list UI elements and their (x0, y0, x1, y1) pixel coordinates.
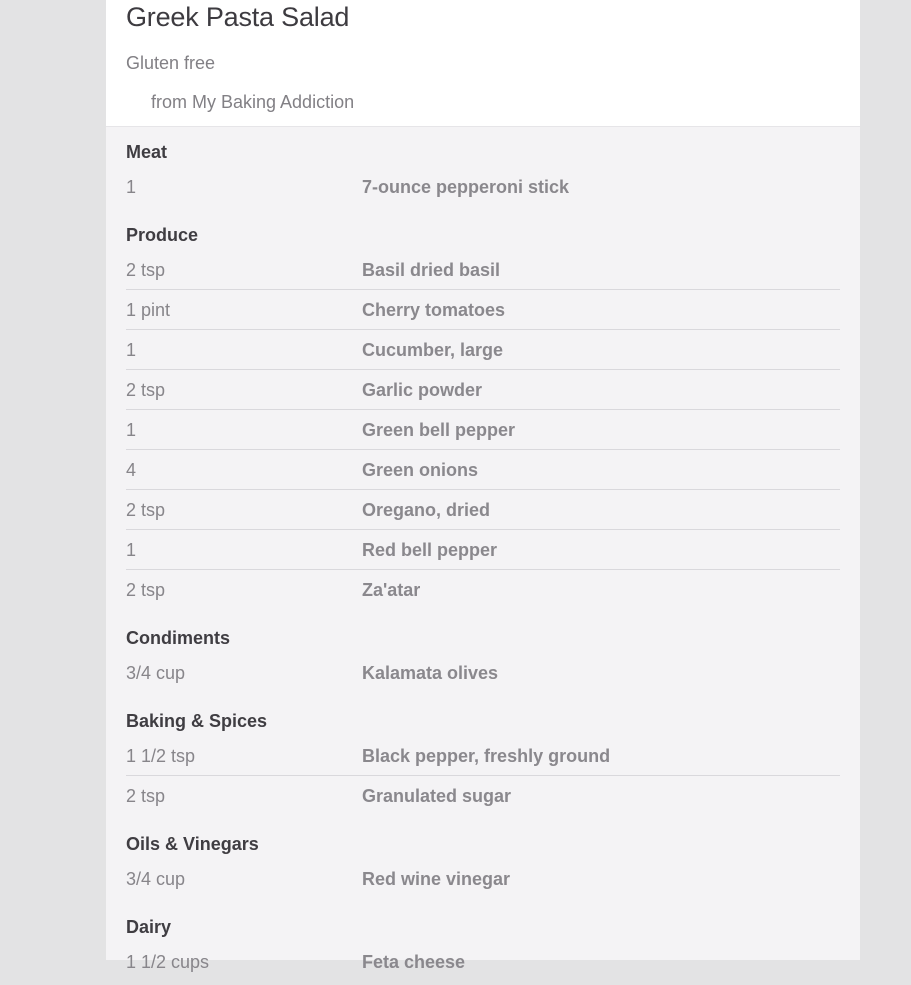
section-title: Meat (126, 142, 168, 162)
ingredient-row[interactable] (126, 370, 840, 410)
ingredient-quantity: 1 (126, 177, 137, 197)
ingredient-quantity: 2 tsp (126, 580, 166, 600)
ingredient-row[interactable] (126, 736, 840, 776)
ingredient-quantity: 1 pint (126, 300, 171, 320)
ingredient-quantity: 3/4 cup (126, 869, 186, 889)
ingredient-quantity: 1 1/2 cups (126, 952, 210, 972)
ingredient-row[interactable] (126, 530, 840, 570)
ingredient-row[interactable] (126, 776, 840, 816)
ingredient-quantity: 4 (126, 460, 137, 480)
ingredient-name: Red wine vinegar (362, 869, 511, 889)
ingredient-quantity: 2 tsp (126, 786, 166, 806)
ingredient-name: Oregano, dried (362, 500, 491, 520)
ingredient-row[interactable] (126, 942, 840, 982)
ingredient-section (126, 902, 840, 985)
ingredient-row[interactable] (126, 290, 840, 330)
section-title: Dairy (126, 917, 172, 937)
section-title: Condiments (126, 628, 231, 648)
ingredient-name: Cucumber, large (362, 340, 504, 360)
ingredient-row[interactable] (126, 490, 840, 530)
ingredient-name: Cherry tomatoes (362, 300, 506, 320)
recipe-subtitle: Gluten free (126, 53, 216, 73)
recipe-source[interactable]: from My Baking Addiction (151, 92, 355, 112)
ingredient-row[interactable] (126, 859, 840, 899)
ingredient-quantity: 1 (126, 340, 137, 360)
recipe-title: Greek Pasta Salad (126, 2, 350, 32)
ingredient-row[interactable] (126, 570, 840, 610)
ingredient-sections (126, 127, 840, 985)
ingredient-quantity: 2 tsp (126, 500, 166, 520)
section-title: Oils & Vinegars (126, 834, 259, 854)
ingredient-quantity: 3/4 cup (126, 663, 186, 683)
ingredient-quantity: 1 (126, 540, 137, 560)
ingredient-section (126, 819, 840, 902)
ingredient-row[interactable] (126, 653, 840, 693)
ingredient-row[interactable] (126, 450, 840, 490)
ingredient-quantity: 2 tsp (126, 260, 166, 280)
ingredient-row[interactable] (126, 330, 840, 370)
ingredient-section (126, 210, 840, 613)
ingredient-quantity: 1 (126, 420, 137, 440)
ingredient-name: Kalamata olives (362, 663, 499, 683)
ingredient-row[interactable] (126, 250, 840, 290)
ingredient-name: Green onions (362, 460, 479, 480)
recipe-header (106, 0, 860, 127)
recipe-card (106, 0, 860, 972)
ingredient-name: Granulated sugar (362, 786, 512, 806)
ingredient-row[interactable] (126, 167, 840, 207)
ingredient-row[interactable] (126, 410, 840, 450)
ingredient-section (126, 127, 840, 210)
ingredient-name: 7-ounce pepperoni stick (362, 177, 570, 197)
ingredient-name: Feta cheese (362, 952, 466, 972)
ingredient-name: Basil dried basil (362, 260, 501, 280)
ingredient-name: Za'atar (362, 580, 421, 600)
ingredient-name: Red bell pepper (362, 540, 498, 560)
ingredient-quantity: 1 1/2 tsp (126, 746, 196, 766)
ingredient-quantity: 2 tsp (126, 380, 166, 400)
ingredient-section (126, 613, 840, 696)
section-title: Produce (126, 225, 199, 245)
ingredient-name: Black pepper, freshly ground (362, 746, 611, 766)
ingredient-name: Garlic powder (362, 380, 483, 400)
section-title: Baking & Spices (126, 711, 268, 731)
ingredient-section (126, 696, 840, 819)
ingredient-name: Green bell pepper (362, 420, 516, 440)
